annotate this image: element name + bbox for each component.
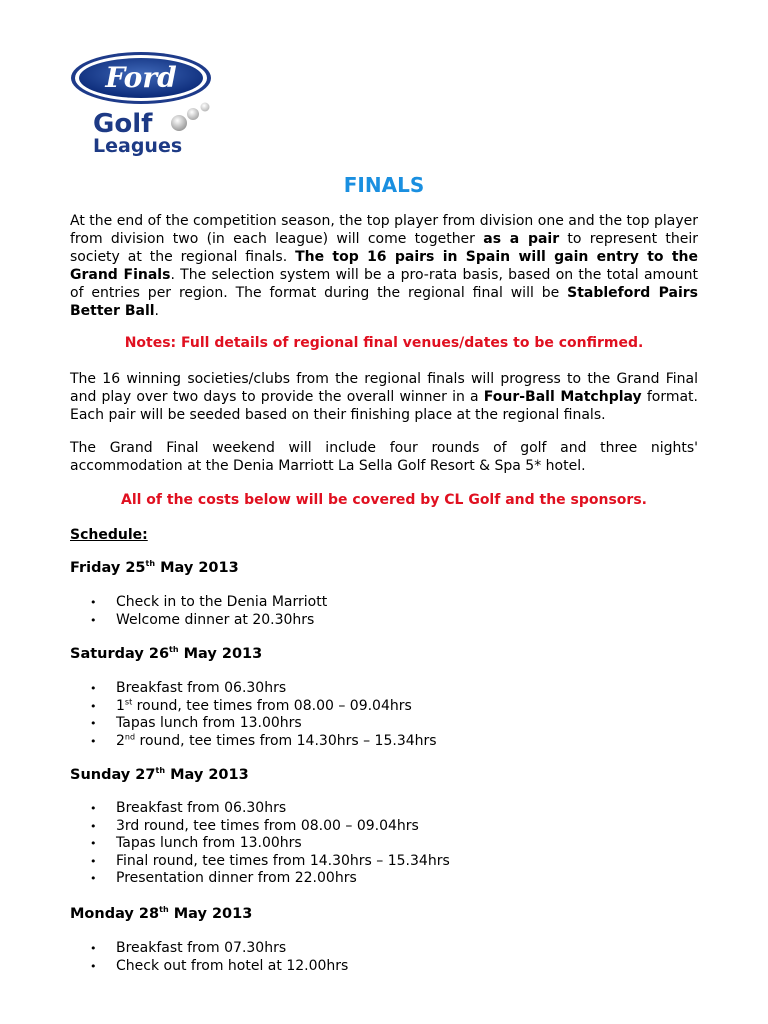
logo-leagues-text: Leagues	[93, 135, 183, 157]
list-item: • Breakfast from 06.30hrs	[70, 680, 698, 698]
monday-list	[70, 940, 698, 975]
list-item: • Tapas lunch from 13.00hrs	[70, 835, 698, 853]
list-item: • Check out from hotel at 12.00hrs	[70, 958, 698, 976]
list-item: • Presentation dinner from 22.00hrs	[70, 870, 698, 888]
list-item: • Welcome dinner at 20.30hrs	[70, 612, 698, 630]
ford-logo-text: Ford	[105, 61, 177, 94]
day-heading-monday: Monday 28th May 2013	[70, 905, 253, 922]
sunday-list	[70, 800, 698, 888]
day-heading-friday: Friday 25th May 2013	[70, 559, 239, 576]
list-item: • Final round, tee times from 14.30hrs – 15.34hrs	[70, 853, 698, 871]
list-item: • 2nd round, tee times from 14.30hrs – 15.34hrs	[70, 733, 698, 751]
schedule-heading: Schedule:	[70, 527, 148, 543]
list-item: • 3rd round, tee times from 08.00 – 09.04hrs	[70, 818, 698, 836]
weekend-paragraph: The Grand Final weekend will include four rounds of golf and three nights' accommodation at the Denia Marriott La Sella Golf Resort & Spa 5* hotel.	[70, 440, 698, 474]
grand-final-paragraph: The 16 winning societies/clubs from the regional finals will progress to the Grand Final and play over two days to provide the overall winner in a Four-Ball Matchplay format. Each pair will be seeded based on their finishing place at the regional finals.	[70, 371, 698, 423]
day-heading-sunday: Sunday 27th May 2013	[70, 766, 249, 783]
costs-text: All of the costs below will be covered by CL Golf and the sponsors.	[121, 492, 647, 508]
logo-golf-text: Golf	[93, 109, 153, 139]
ford-golf-leagues-logo	[69, 50, 221, 158]
day-heading-saturday: Saturday 26th May 2013	[70, 645, 263, 662]
list-item: • 1st round, tee times from 08.00 – 09.04hrs	[70, 698, 698, 716]
list-item: • Check in to the Denia Marriott	[70, 594, 698, 612]
page-title: FINALS	[343, 173, 425, 197]
list-item: • Breakfast from 07.30hrs	[70, 940, 698, 958]
intro-paragraph: At the end of the competition season, the top player from division one and the top player from division two (in each league) will come together as a pair to represent their society at the regional finals. The top 16 pairs in Spain will gain entry to the Grand Finals. The selection system will be a pro-rata basis, based on the total amount of entries per region. The format during the regional final will be Stableford Pairs Better Ball.	[70, 213, 698, 319]
friday-list	[70, 594, 698, 629]
saturday-list	[70, 680, 698, 750]
list-item: • Breakfast from 06.30hrs	[70, 800, 698, 818]
list-item: • Tapas lunch from 13.00hrs	[70, 715, 698, 733]
notes-text: Notes: Full details of regional final venues/dates to be confirmed.	[124, 335, 644, 351]
